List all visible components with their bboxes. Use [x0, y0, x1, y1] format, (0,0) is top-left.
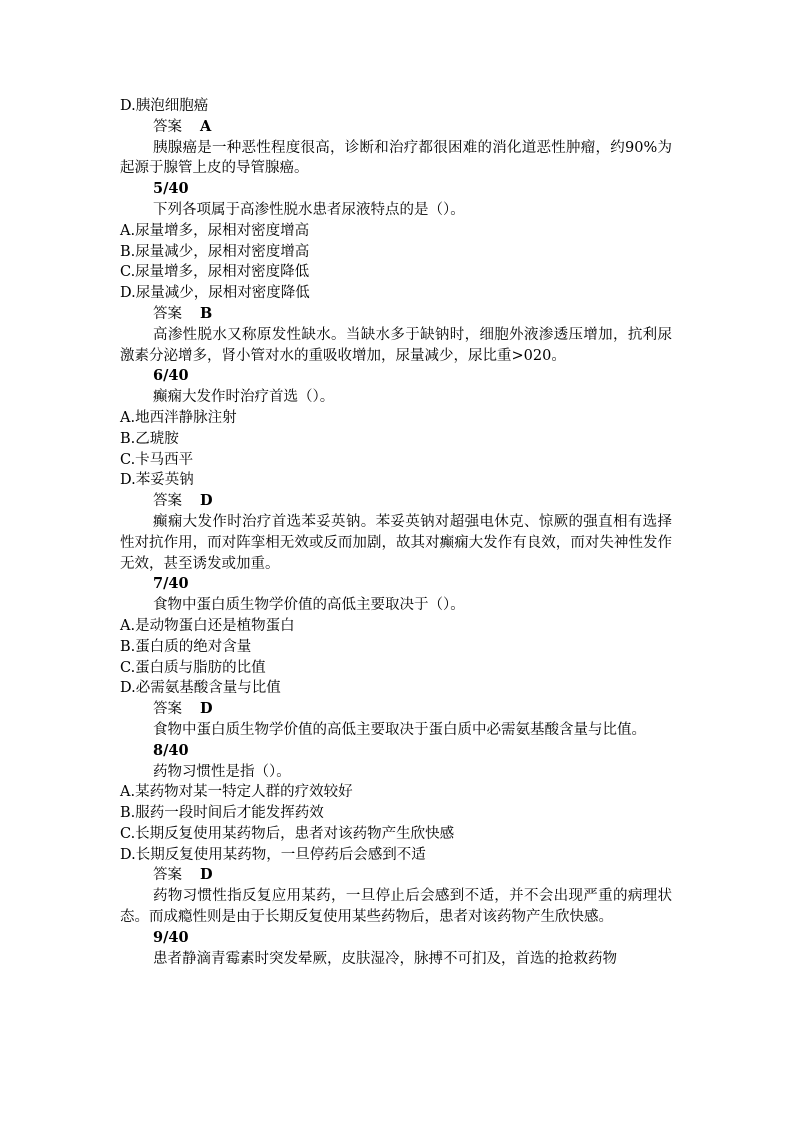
question-number: 7/40: [153, 575, 189, 593]
answer-key: [120, 491, 672, 512]
answer-option: B.服药一段时间后才能发挥药效: [120, 805, 324, 822]
answer-label: 答案: [153, 701, 182, 718]
question-text: 食物中蛋白质生物学价值的高低主要取决于（）。: [153, 597, 465, 614]
question-text: 下列各项属于高渗性脱水患者尿液特点的是（）。: [153, 201, 465, 218]
answer-key: [120, 304, 672, 325]
answer-explanation: 食物中蛋白质生物学价值的高低主要取决于蛋白质中必需氨基酸含量与比值。: [153, 721, 646, 738]
answer-key: [120, 117, 672, 138]
question-number: 8/40: [153, 741, 189, 759]
answer-label: 答案: [153, 493, 182, 510]
question-text: 癫痫大发作时治疗首选（）。: [153, 389, 335, 406]
answer-explanation: 胰腺癌是一种恶性程度很高，诊断和治疗都很困难的消化道恶性肿瘤，约90%为起源于腺管上皮的导管腺癌。: [120, 139, 672, 177]
answer-option: C.卡马西平: [120, 451, 194, 468]
answer-option: A.是动物蛋白还是植物蛋白: [120, 617, 295, 634]
answer-option: A.尿量增多，尿相对密度增高: [120, 222, 310, 239]
answer-option: D.胰泡细胞癌: [120, 98, 209, 114]
answer-option: B.尿量减少，尿相对密度增高: [120, 243, 310, 260]
answer-value: D: [200, 866, 213, 884]
answer-option: B.乙琥胺: [120, 430, 179, 447]
question-number: 9/40: [153, 928, 189, 946]
answer-value: B: [200, 304, 213, 322]
answer-option: D.必需氨基酸含量与比值: [120, 680, 281, 697]
answer-label: 答案: [153, 118, 182, 135]
answer-option: D.长期反复使用某药物，一旦停药后会感到不适: [120, 846, 426, 863]
answer-value: D: [200, 492, 213, 510]
answer-label: 答案: [153, 867, 182, 884]
answer-explanation: 高渗性脱水又称原发性缺水。当缺水多于缺钠时，细胞外液渗透压增加，抗利尿激素分泌增多，肾小管对水的重吸收增加，尿量减少，尿比重>020。: [120, 326, 672, 364]
answer-value: A: [200, 117, 212, 135]
question-number: 5/40: [153, 180, 189, 198]
answer-option: B.蛋白质的绝对含量: [120, 638, 252, 655]
answer-option: A.地西泮静脉注射: [120, 409, 237, 426]
answer-value: D: [200, 700, 213, 718]
document-page: [120, 96, 672, 969]
answer-option: C.尿量增多，尿相对密度降低: [120, 264, 310, 281]
answer-option: D.苯妥英钠: [120, 472, 194, 489]
answer-option: C.蛋白质与脂肪的比值: [120, 659, 266, 676]
answer-key: [120, 865, 672, 886]
answer-explanation: 药物习惯性指反复应用某药，一旦停止后会感到不适，并不会出现严重的病理状态。而成瘾性则是由于长期反复使用某些药物后，患者对该药物产生欣快感。: [120, 888, 672, 926]
question-text: 患者静滴青霉素时突发晕厥，皮肤湿冷，脉搏不可扪及，首选的抢救药物: [153, 950, 617, 967]
answer-label: 答案: [153, 305, 182, 322]
answer-key: [120, 699, 672, 720]
answer-option: C.长期反复使用某药物后，患者对该药物产生欣快感: [120, 825, 455, 842]
question-number: 6/40: [153, 367, 189, 385]
answer-option: A.某药物对某一特定人群的疗效较好: [120, 784, 353, 801]
question-text: 药物习惯性是指（）。: [153, 763, 291, 780]
answer-option: D.尿量减少，尿相对密度降低: [120, 285, 310, 302]
answer-explanation: 癫痫大发作时治疗首选苯妥英钠。苯妥英钠对超强电休克、惊厥的强直相有选择性对抗作用，而对阵挛相无效或反而加剧，故其对癫痫大发作有良效，而对失神性发作无效，甚至诱发或加重。: [120, 513, 672, 572]
